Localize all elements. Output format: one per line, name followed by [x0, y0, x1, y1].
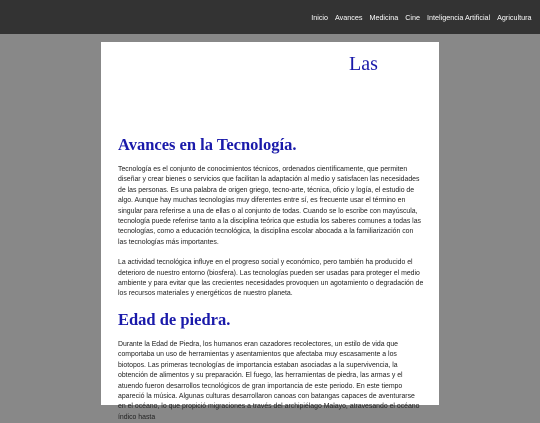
paragraph-edad-de-piedra: Durante la Edad de Piedra, los humanos eran cazadores recolectores, un estilo de vida que comportaba un uso de herramientas y asentamientos que afectaba muy escasamente a los biotopos. Las primeras tecnologías de importancia estaban asociadas a la supervivencia, la obtención de alimentos y su preparación. El fuego, las herramientas de piedra, las armas y el atuendo fueron desarrollos tecnológicos de gran importancia de este periodo. En este tiempo apareció la música. Algunas culturas desarrollaron canoas con batangas capaces de aventurarse en el océano, lo que propició migraciones a través del archipiélago Malayo, atravesando el océano índico hasta: [118, 340, 420, 421]
section-heading-edad-de-piedra: Edad de piedra.: [118, 309, 231, 329]
hero-title: Las: [349, 53, 378, 75]
nav-item-inteligencia-artificial[interactable]: Inteligencia Artificial: [427, 12, 491, 22]
nav-item-inicio[interactable]: Inicio: [311, 12, 329, 22]
article: [118, 135, 424, 423]
section-heading-avances: Avances en la Tecnología.: [118, 135, 297, 154]
nav-item-cine[interactable]: Cine: [405, 12, 421, 22]
paragraph-actividad: La actividad tecnológica influye en el progreso social y económico, pero también ha producido el deterioro de nuestro entorno (biosfera). Las tecnologías pueden ser usadas para proteger el medio ambiente y para evitar que las crecientes necesidades provoquen un agotamiento o degradación de los recursos materiales y energéticos de nuestro planeta.: [118, 259, 424, 298]
content-page: [101, 42, 439, 421]
top-navigation-bar: [0, 0, 540, 34]
nav-item-agricultura[interactable]: Agricultura: [497, 12, 532, 22]
paragraph-tecnologia: Tecnología es el conjunto de conocimientos técnicos, ordenados científicamente, que permiten diseñar y crear bienes o servicios que facilitan la adaptación al medio y satisfacen las necesidades de las personas. Es una palabra de origen griego, tecno-arte, técnica, oficio y logía, el estudio de algo. Aunque hay muchas tecnologías muy diferentes entre sí, es frecuente usar el término en singular para referirse a una de ellas o al conjunto de todas. Cuando se lo escribe con mayúscula, tecnología puede referirse tanto a la disciplina teórica que estudia los saberes comunes a todas las tecnologías, como a educación tecnológica, la disciplina escolar abocada a la familiarización con las tecnologías más importantes.: [118, 166, 421, 246]
nav-item-avances[interactable]: Avances: [335, 12, 363, 22]
main-nav: [308, 0, 535, 34]
nav-item-medicina[interactable]: Medicina: [369, 12, 399, 22]
